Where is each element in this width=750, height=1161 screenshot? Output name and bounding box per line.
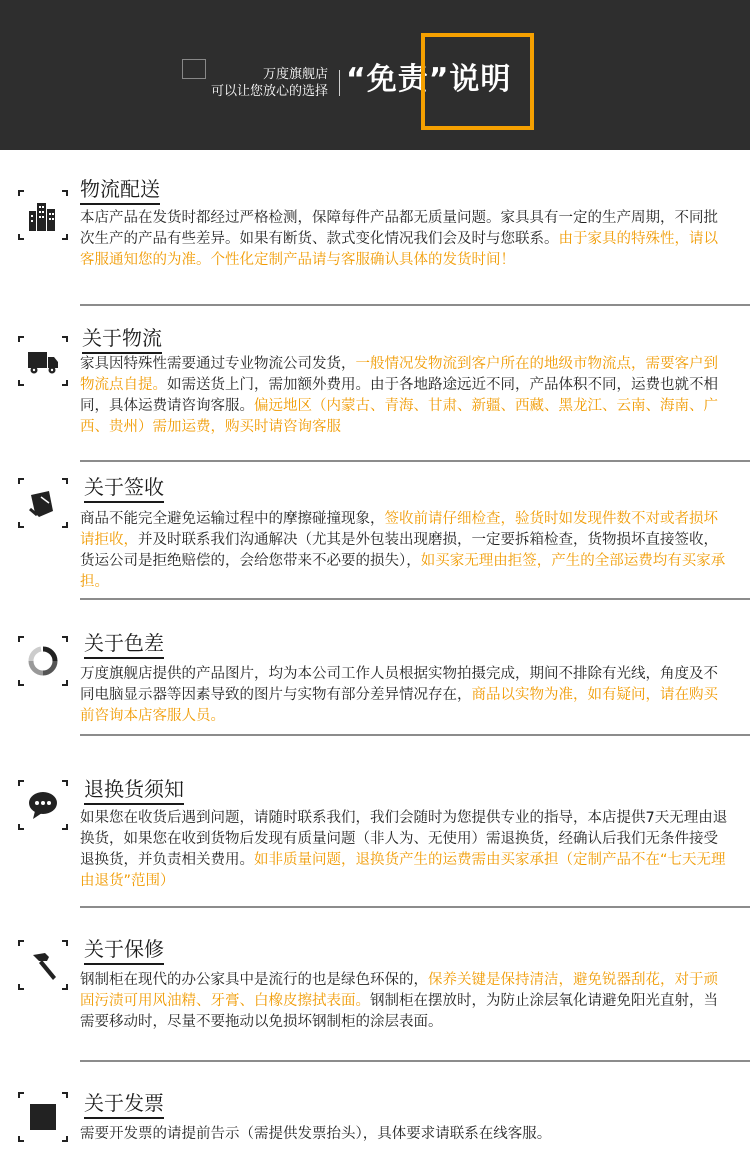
section-divider <box>80 304 750 306</box>
header-divider <box>339 70 340 96</box>
section-divider <box>80 1060 750 1062</box>
section-body: 需要开发票的请提前告示（需提供发票抬头），具体要求请联系在线客服。 <box>80 1126 552 1142</box>
hammer-icon <box>18 940 68 990</box>
title-frame <box>421 33 534 130</box>
section-body: 如果您在收货后遇到问题，请随时联系我们，我们会随时为您提供专业的指导，本店提供7天无理由退换货，如果您在收到货物后发现有质量问题（非人为、无使用）需退换货，经确认后我们无条件接受退换货，并负责相关费用。如非质量问题，退换货产生的运费需由买家承担（定制产品不在“七天无理由退货”范围） <box>80 810 728 889</box>
header-banner <box>0 0 750 150</box>
brand-slogan <box>190 66 328 100</box>
section-title: 关于发票 <box>84 1090 164 1119</box>
section-title: 关于保修 <box>84 936 164 965</box>
section-body: 万度旗舰店提供的产品图片，均为本公司工作人员根据实物拍摄完成，期间不排除有光线，角度及不同电脑显示器等因素导致的图片与实物有部分差异情况存在，商品以实物为准，如有疑问，请在购买前咨询本店客服人员。 <box>80 666 718 724</box>
section-divider <box>80 460 750 462</box>
section-body: 商品不能完全避免运输过程中的摩擦碰撞现象，签收前请仔细检查，验货时如发现件数不对或者损坏请拒收，并及时联系我们沟通解决（尤其是外包装出现磨损，一定要拆箱检查，货物损坏直接签收，货运公司是拒绝赔偿的，会给您带来不必要的损失），如买家无理由拒签，产生的全部运费均有买家承担。 <box>80 511 726 590</box>
section-body: 家具因特殊性需要通过专业物流公司发货，一般情况发物流到客户所在的地级市物流点，需要客户到物流点自提。如需送货上门，需加额外费用。由于各地路途远近不同，产品体积不同，运费也就不相同，具体运费请咨询客服。偏远地区（内蒙古、青海、甘肃、新疆、西藏、黑龙江、云南、海南、广西、贵州）需加运费，购买时请咨询客服 <box>80 356 718 435</box>
section-title: 物流配送 <box>80 176 160 205</box>
section-title: 关于签收 <box>84 474 164 503</box>
section-title: 关于色差 <box>84 630 164 659</box>
section-body: 钢制柜在现代的办公家具中是流行的也是绿色环保的，保养关键是保持清洁，避免锐器刮花，对于顽固污渍可用风油精、牙膏、白橡皮擦拭表面。钢制柜在摆放时，为防止涂层氧化请避免阳光直射，当需要移动时，尽量不要拖动以免损坏钢制柜的涂层表面。 <box>80 972 718 1030</box>
section-body: 本店产品在发货时都经过严格检测，保障每件产品都无质量问题。家具具有一定的生产周期，不同批次生产的产品有些差异。如果有断货、款式变化情况我们会及时与您联系。由于家具的特殊性，请以客服通知您的为准。个性化定制产品请与客服确认具体的发货时间！ <box>80 210 718 268</box>
section-divider <box>80 598 750 600</box>
section-title: 关于物流 <box>82 325 162 354</box>
signature-icon <box>18 478 68 528</box>
spinner-icon <box>18 636 68 686</box>
invoice-icon <box>18 1092 68 1142</box>
buildings-icon <box>18 190 68 240</box>
section-title: 退换货须知 <box>84 776 184 805</box>
brand-name: 万度旗舰店 <box>262 67 328 82</box>
brand-tagline: 可以让您放心的选择 <box>210 84 328 99</box>
chat-bubble-icon <box>18 780 68 830</box>
truck-icon <box>18 336 68 386</box>
page-title: “免责”说明 <box>346 62 512 97</box>
section-divider <box>80 734 750 736</box>
section-divider <box>80 906 750 908</box>
